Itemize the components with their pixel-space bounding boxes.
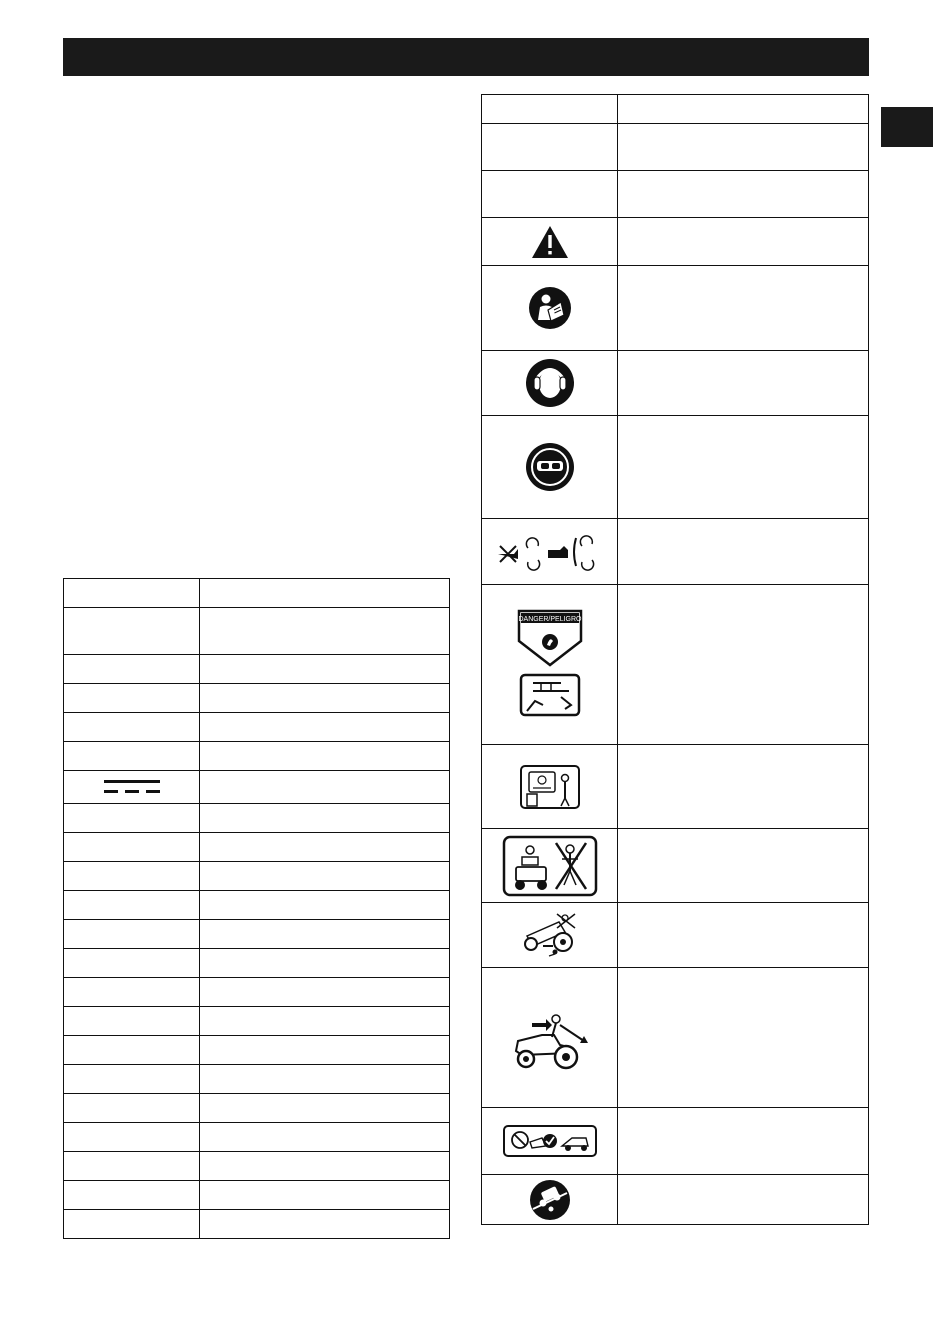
symbol-cell: [64, 579, 200, 608]
symbol-cell: [64, 608, 200, 655]
symbol-cell: [64, 1152, 200, 1181]
table-row: [64, 608, 450, 655]
symbol-cell: [64, 949, 200, 978]
danger-label-text: DANGER/PELIGRO: [517, 615, 582, 623]
table-row: [64, 891, 450, 920]
meaning-cell: [618, 903, 869, 968]
tractor-thrown-objects-icon: [502, 1005, 598, 1071]
symbol-cell: [482, 903, 618, 968]
symbol-cell: [64, 713, 200, 742]
meaning-cell: [618, 218, 869, 266]
symbol-cell: [482, 585, 618, 745]
meaning-cell: [200, 1007, 450, 1036]
table-row: [64, 1007, 450, 1036]
meaning-cell: [200, 833, 450, 862]
symbol-cell: [482, 416, 618, 519]
meaning-cell: [200, 1094, 450, 1123]
table-row: [482, 351, 869, 416]
table-row: [482, 218, 869, 266]
table-row: [482, 585, 869, 745]
symbol-cell: [64, 804, 200, 833]
meaning-cell: [200, 684, 450, 713]
symbol-cell: [482, 968, 618, 1108]
rotating-blade-hand-icon: [494, 532, 606, 572]
symbol-cell: [482, 95, 618, 124]
meaning-cell: [618, 351, 869, 416]
symbol-cell: [64, 833, 200, 862]
meaning-cell: [618, 1175, 869, 1225]
table-row: [64, 742, 450, 771]
symbol-cell: [482, 829, 618, 903]
table-row: [482, 829, 869, 903]
meaning-cell: [618, 416, 869, 519]
meaning-cell: [200, 920, 450, 949]
table-row: [482, 95, 869, 124]
symbol-cell: [64, 978, 200, 1007]
table-row: [482, 124, 869, 171]
meaning-cell: [200, 655, 450, 684]
table-row: [64, 713, 450, 742]
table-row: [64, 684, 450, 713]
symbol-cell: [482, 519, 618, 585]
table-row: [64, 655, 450, 684]
symbol-cell: [64, 891, 200, 920]
meaning-cell: [200, 1152, 450, 1181]
safety-symbols-table-right: [481, 94, 869, 1225]
symbol-cell: [64, 771, 200, 804]
table-row: [64, 1181, 450, 1210]
symbol-cell: [482, 171, 618, 218]
table-row: [482, 1108, 869, 1175]
reverse-children-icon: [519, 912, 581, 958]
table-row: [64, 833, 450, 862]
table-row: [482, 519, 869, 585]
table-row: [482, 266, 869, 351]
meaning-cell: [618, 266, 869, 351]
symbol-cell: [482, 351, 618, 416]
meaning-cell: [618, 1108, 869, 1175]
table-row: [64, 920, 450, 949]
symbol-cell: [64, 1123, 200, 1152]
meaning-cell: [200, 742, 450, 771]
meaning-cell: [618, 585, 869, 745]
symbol-cell: [64, 1036, 200, 1065]
symbol-cell: [482, 745, 618, 829]
danger-label-icon: [515, 609, 585, 721]
direct-current-icon: [104, 777, 160, 797]
rollover-icon: [529, 1179, 571, 1221]
warning-triangle-icon: [531, 225, 569, 259]
meaning-cell: [200, 608, 450, 655]
symbol-cell: [64, 1210, 200, 1239]
table-row: [64, 1065, 450, 1094]
table-row: [64, 579, 450, 608]
no-passengers-icon: [502, 835, 598, 897]
meaning-cell: [618, 968, 869, 1108]
symbol-cell: [482, 124, 618, 171]
meaning-cell: [200, 579, 450, 608]
meaning-cell: [200, 1036, 450, 1065]
table-row: [482, 745, 869, 829]
keep-bystanders-away-icon: [519, 764, 581, 810]
symbol-cell: [64, 742, 200, 771]
table-row: [64, 978, 450, 1007]
symbol-cell: [64, 1181, 200, 1210]
table-row: [64, 1210, 450, 1239]
meaning-cell: [618, 519, 869, 585]
symbol-cell: [64, 862, 200, 891]
table-row: [64, 1123, 450, 1152]
table-row: [64, 862, 450, 891]
symbol-cell: [482, 1108, 618, 1175]
meaning-cell: [618, 745, 869, 829]
meaning-cell: [200, 1123, 450, 1152]
meaning-cell: [200, 978, 450, 1007]
symbol-cell: [64, 1094, 200, 1123]
table-row: [64, 949, 450, 978]
meaning-cell: [200, 1210, 450, 1239]
meaning-cell: [618, 124, 869, 171]
meaning-cell: [200, 713, 450, 742]
symbols-table-left: [63, 578, 450, 1239]
meaning-cell: [200, 862, 450, 891]
table-row: [482, 903, 869, 968]
read-manual-icon: [528, 286, 572, 330]
meaning-cell: [200, 1181, 450, 1210]
meaning-cell: [618, 95, 869, 124]
meaning-cell: [618, 171, 869, 218]
table-row: [482, 416, 869, 519]
meaning-cell: [200, 891, 450, 920]
symbol-cell: [64, 1065, 200, 1094]
meaning-cell: [200, 771, 450, 804]
symbol-cell: [64, 684, 200, 713]
table-row: [64, 771, 450, 804]
slope-towing-icon: [502, 1124, 598, 1158]
meaning-cell: [618, 829, 869, 903]
language-tab: [881, 107, 933, 147]
table-row: [482, 171, 869, 218]
table-row: [64, 804, 450, 833]
symbol-cell: [482, 266, 618, 351]
table-row: [482, 968, 869, 1108]
meaning-cell: [200, 804, 450, 833]
symbol-cell: [64, 655, 200, 684]
table-row: [482, 1175, 869, 1225]
symbol-cell: [64, 920, 200, 949]
symbol-cell: [482, 218, 618, 266]
symbol-cell: [482, 1175, 618, 1225]
ear-protection-icon: [525, 358, 575, 408]
symbol-cell: [64, 1007, 200, 1036]
table-row: [64, 1094, 450, 1123]
table-row: [64, 1036, 450, 1065]
eye-protection-icon: [525, 442, 575, 492]
meaning-cell: [200, 949, 450, 978]
meaning-cell: [200, 1065, 450, 1094]
section-header-bar: [63, 38, 869, 76]
table-row: [64, 1152, 450, 1181]
